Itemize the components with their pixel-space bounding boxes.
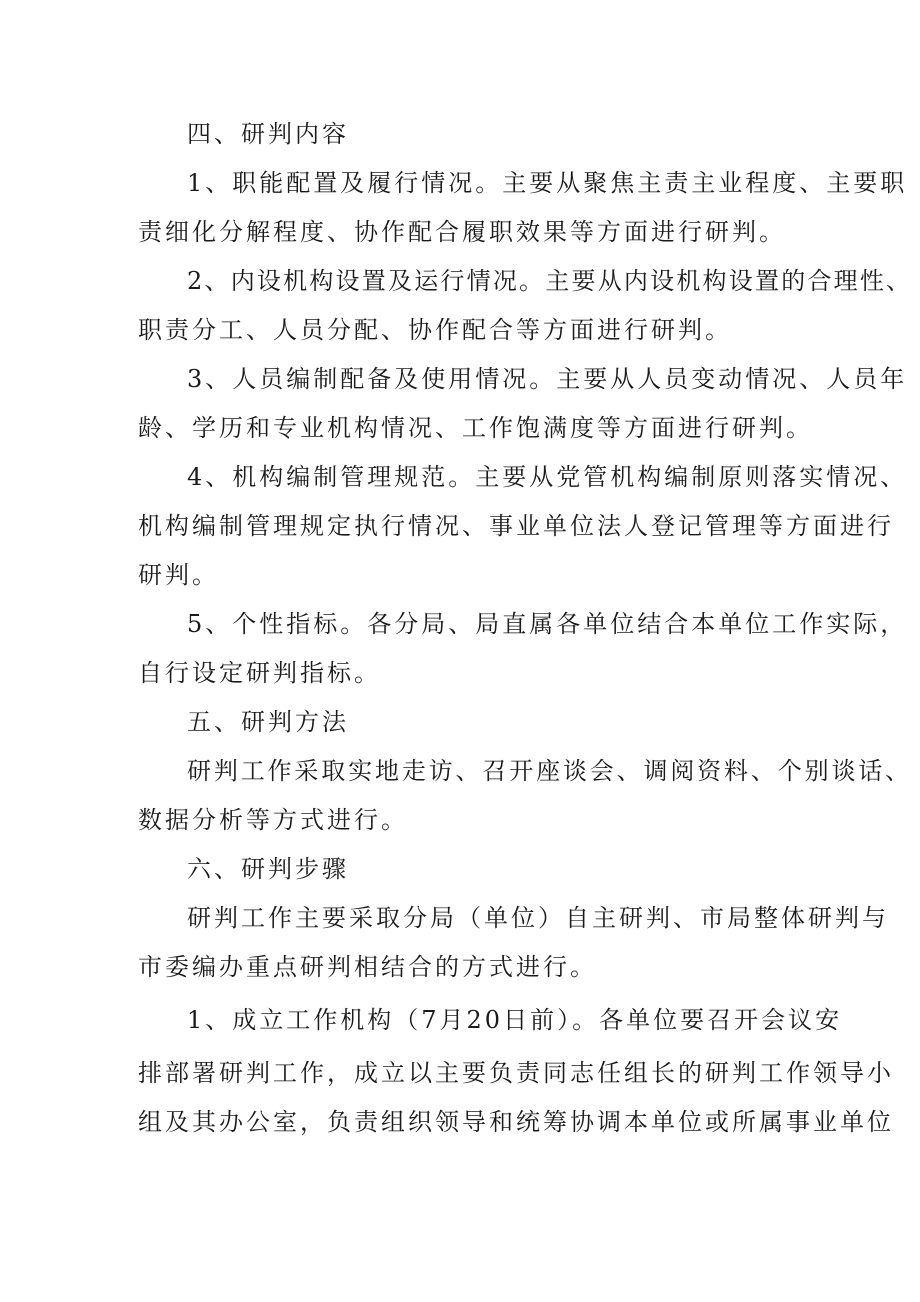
section-heading-5: 五、研判方法 bbox=[187, 708, 349, 736]
paragraph-line: 4、机构编制管理规范。主要从党管机构编制原则落实情况、 bbox=[187, 463, 908, 491]
paragraph-line: 市委编办重点研判相结合的方式进行。 bbox=[138, 953, 597, 981]
paragraph-line: 1、成立工作机构（7月20日前）。各单位要召开会议安 bbox=[187, 1006, 843, 1034]
paragraph-line: 责细化分解程度、协作配合履职效果等方面进行研判。 bbox=[138, 218, 786, 246]
section-heading-6: 六、研判步骤 bbox=[187, 855, 349, 883]
paragraph-line: 3、人员编制配备及使用情况。主要从人员变动情况、人员年 bbox=[187, 365, 908, 393]
paragraph-line: 组及其办公室，负责组织领导和统筹协调本单位或所属事业单位 bbox=[138, 1108, 894, 1136]
paragraph-line: 排部署研判工作，成立以主要负责同志任组长的研判工作领导小 bbox=[138, 1059, 894, 1087]
section-heading-4: 四、研判内容 bbox=[187, 120, 349, 148]
paragraph-line: 研判。 bbox=[138, 561, 219, 589]
paragraph-line: 职责分工、人员分配、协作配合等方面进行研判。 bbox=[138, 316, 732, 344]
paragraph-line: 自行设定研判指标。 bbox=[138, 659, 381, 687]
paragraph-line: 龄、学历和专业机构情况、工作饱满度等方面进行研判。 bbox=[138, 414, 813, 442]
paragraph-line: 机构编制管理规定执行情况、事业单位法人登记管理等方面进行 bbox=[138, 512, 894, 540]
paragraph-line: 5、个性指标。各分局、局直属各单位结合本单位工作实际， bbox=[187, 610, 908, 638]
paragraph-line: 2、内设机构设置及运行情况。主要从内设机构设置的合理性、 bbox=[187, 267, 913, 295]
paragraph-line: 研判工作主要采取分局（单位）自主研判、市局整体研判与 bbox=[187, 904, 889, 932]
paragraph-line: 研判工作采取实地走访、召开座谈会、调阅资料、个别谈话、 bbox=[187, 757, 912, 785]
paragraph-line: 数据分析等方式进行。 bbox=[138, 806, 408, 834]
paragraph-line: 1、职能配置及履行情况。主要从聚焦主责主业程度、主要职 bbox=[187, 169, 908, 197]
